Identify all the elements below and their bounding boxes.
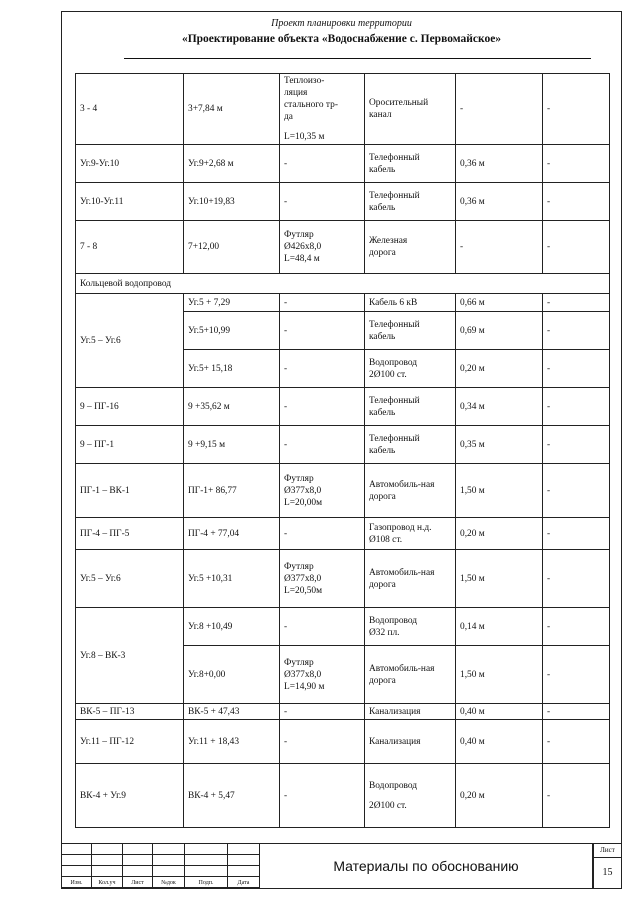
distance-cell: 0,20 м: [456, 350, 543, 388]
note-cell: -: [543, 294, 610, 312]
method-cell: [280, 145, 365, 183]
distance-cell: 0,40 м: [456, 704, 543, 720]
distance-cell: 0,40 м: [456, 720, 543, 764]
obstacle-cell: [365, 550, 456, 608]
section-row: [76, 274, 610, 294]
distance-cell: 1,50 м: [456, 464, 543, 518]
cell-line: кабель: [369, 202, 396, 213]
cell-line: Ø426х8,0: [284, 242, 322, 252]
picket-cell: 9 +35,62 м: [184, 388, 280, 426]
distance-cell: 0,20 м: [456, 518, 543, 550]
distance-cell: 1,50 м: [456, 646, 543, 704]
cell-line: -: [284, 706, 288, 717]
segment-cell: 9 – ПГ-1: [76, 426, 184, 464]
note-cell: -: [543, 704, 610, 720]
header-underline: [124, 58, 591, 59]
revision-row: [62, 844, 260, 855]
revision-cell: [123, 866, 153, 877]
obstacle-cell: [365, 388, 456, 426]
cell-line: -: [284, 297, 288, 308]
cell-line: [284, 123, 360, 131]
revision-label: Изм.: [62, 877, 92, 888]
cell-line: -: [284, 401, 288, 412]
obstacle-cell: [365, 312, 456, 350]
revision-cell: [123, 855, 153, 866]
distance-cell: 0,36 м: [456, 183, 543, 221]
cell-line: Водопровод: [369, 780, 418, 791]
distance-cell: 1,50 м: [456, 550, 543, 608]
distance-cell: -: [456, 74, 543, 145]
sheet-number: 15: [602, 867, 613, 878]
segment-cell: Уг.5 – Уг.6: [76, 294, 184, 388]
method-cell: [280, 518, 365, 550]
cell-line: -: [284, 196, 288, 207]
method-cell: [280, 764, 365, 828]
note-cell: -: [543, 518, 610, 550]
distance-cell: 0,14 м: [456, 608, 543, 646]
revision-cell: [92, 866, 123, 877]
method-cell: [280, 720, 365, 764]
table-row: [76, 704, 610, 720]
table-row: [76, 608, 610, 646]
revision-cell: [62, 855, 92, 866]
cell-line: Ø377х8,0: [284, 485, 322, 496]
cell-line: Железная: [369, 236, 408, 246]
note-cell: -: [543, 183, 610, 221]
note-cell: -: [543, 550, 610, 608]
segment-cell: 9 – ПГ-16: [76, 388, 184, 426]
title-block: [61, 843, 622, 889]
cell-line: Ø377х8,0: [284, 669, 322, 680]
revision-grid: [61, 843, 260, 888]
cell-line: L=14,90 м: [284, 681, 325, 692]
cell-line: -: [284, 325, 288, 336]
segment-cell: ВК-4 + Уг.9: [76, 764, 184, 828]
segment-cell: Уг.8 – ВК-3: [76, 608, 184, 704]
cell-line: -: [284, 736, 288, 747]
segment-cell: 7 - 8: [76, 221, 184, 274]
distance-cell: 0,69 м: [456, 312, 543, 350]
cell-line: Телефонный: [369, 395, 420, 406]
obstacle-cell: [365, 74, 456, 145]
revision-cell: [92, 855, 123, 866]
picket-cell: Уг.5+ 15,18: [184, 350, 280, 388]
revision-row: [62, 866, 260, 877]
cell-line: канал: [369, 110, 392, 120]
cell-line: Водопровод: [369, 615, 418, 626]
revision-cell: [153, 855, 185, 866]
picket-cell: Уг.5 +10,31: [184, 550, 280, 608]
revision-cell: [185, 855, 228, 866]
cell-line: L=20,50м: [284, 585, 323, 596]
method-cell: [280, 183, 365, 221]
header-object: «Проектирование объекта «Водоснабжение с. Первомайское»: [181, 33, 502, 45]
note-cell: -: [543, 145, 610, 183]
table-row: [76, 464, 610, 518]
revision-label: Подп.: [185, 877, 228, 888]
distance-cell: 0,34 м: [456, 388, 543, 426]
cell-line: дорога: [369, 579, 396, 590]
cell-line: L=10,35 м: [284, 132, 325, 142]
revision-labels-row: [62, 877, 260, 888]
cell-line: Телефонный: [369, 433, 420, 444]
distance-cell: 0,66 м: [456, 294, 543, 312]
revision-label: Кол.уч: [92, 877, 123, 888]
table-row: [76, 74, 610, 145]
note-cell: -: [543, 608, 610, 646]
revision-cell: [228, 866, 260, 877]
header-project: Проект планировки территории: [271, 18, 412, 29]
cell-line: Ø32 пл.: [369, 627, 400, 638]
crossings-table: [75, 73, 610, 828]
cell-line: Кабель 6 кВ: [369, 297, 418, 308]
obstacle-cell: [365, 720, 456, 764]
distance-cell: 0,35 м: [456, 426, 543, 464]
method-cell: [280, 388, 365, 426]
picket-cell: Уг.8 +10,49: [184, 608, 280, 646]
note-cell: -: [543, 426, 610, 464]
obstacle-cell: [365, 704, 456, 720]
revision-label: Лист: [123, 877, 153, 888]
picket-cell: 9 +9,15 м: [184, 426, 280, 464]
sheet-label: Лист: [594, 844, 621, 858]
obstacle-cell: [365, 145, 456, 183]
obstacle-cell: [365, 646, 456, 704]
segment-cell: ПГ-4 – ПГ-5: [76, 518, 184, 550]
table-row: [76, 145, 610, 183]
segment-cell: Уг.5 – Уг.6: [76, 550, 184, 608]
picket-cell: Уг.11 + 18,43: [184, 720, 280, 764]
cell-line: -: [284, 439, 288, 450]
note-cell: -: [543, 764, 610, 828]
note-cell: -: [543, 646, 610, 704]
cell-line: Телефонный: [369, 190, 420, 201]
cell-line: Автомобиль-ная: [369, 663, 435, 674]
revision-cell: [153, 844, 185, 855]
obstacle-cell: [365, 464, 456, 518]
sheet-box: [593, 843, 622, 889]
method-cell: [280, 294, 365, 312]
cell-line: Газопровод н.д.: [369, 522, 432, 533]
method-cell: [280, 608, 365, 646]
cell-line: Ø377х8,0: [284, 573, 322, 584]
cell-line: дорога: [369, 675, 396, 686]
revision-label: №док: [153, 877, 185, 888]
cell-line: -: [284, 621, 288, 632]
note-cell: -: [543, 350, 610, 388]
cell-line: дорога: [369, 491, 396, 502]
segment-cell: Уг.10-Уг.11: [76, 183, 184, 221]
cell-line: -: [284, 528, 288, 539]
picket-cell: ПГ-1+ 86,77: [184, 464, 280, 518]
segment-cell: 3 - 4: [76, 74, 184, 145]
revision-cell: [92, 844, 123, 855]
cell-line: Канализация: [369, 736, 421, 747]
obstacle-cell: [365, 426, 456, 464]
obstacle-cell: [365, 221, 456, 274]
cell-line: Футляр: [284, 657, 314, 668]
method-cell: [280, 221, 365, 274]
revision-cell: [123, 844, 153, 855]
cell-line: стального тр-: [284, 100, 338, 110]
cell-line: кабель: [369, 164, 396, 175]
cell-line: L=48,4 м: [284, 254, 320, 264]
cell-line: дорога: [369, 248, 396, 258]
section-title: Кольцевой водопровод: [76, 274, 610, 294]
cell-line: Водопровод: [369, 357, 418, 368]
table-row: [76, 388, 610, 426]
picket-cell: Уг.5+10,99: [184, 312, 280, 350]
document-title: Материалы по обоснованию: [259, 843, 593, 889]
cell-line: -: [284, 363, 288, 374]
cell-line: кабель: [369, 445, 396, 456]
revision-cell: [185, 866, 228, 877]
note-cell: -: [543, 388, 610, 426]
cell-line: [369, 792, 451, 800]
cell-line: L=20,00м: [284, 497, 323, 508]
method-cell: [280, 704, 365, 720]
revision-cell: [185, 844, 228, 855]
segment-cell: ПГ-1 – ВК-1: [76, 464, 184, 518]
obstacle-cell: [365, 608, 456, 646]
cell-line: Автомобиль-ная: [369, 567, 435, 578]
table-row: [76, 764, 610, 828]
note-cell: -: [543, 464, 610, 518]
note-cell: -: [543, 221, 610, 274]
method-cell: [280, 426, 365, 464]
cell-line: Оросительный: [369, 98, 429, 108]
revision-cell: [228, 844, 260, 855]
picket-cell: ПГ-4 + 77,04: [184, 518, 280, 550]
revision-row: [62, 855, 260, 866]
obstacle-cell: [365, 294, 456, 312]
picket-cell: 7+12,00: [184, 221, 280, 274]
cell-line: -: [284, 790, 288, 801]
cell-line: кабель: [369, 331, 396, 342]
revision-cell: [62, 844, 92, 855]
cell-line: ляция: [284, 88, 308, 98]
method-cell: [280, 550, 365, 608]
method-cell: [280, 74, 365, 145]
table-row: [76, 426, 610, 464]
table-row: [76, 221, 610, 274]
picket-cell: Уг.10+19,83: [184, 183, 280, 221]
segment-cell: Уг.9-Уг.10: [76, 145, 184, 183]
obstacle-cell: [365, 350, 456, 388]
picket-cell: Уг.8+0,00: [184, 646, 280, 704]
obstacle-cell: [365, 518, 456, 550]
segment-cell: Уг.11 – ПГ-12: [76, 720, 184, 764]
distance-cell: -: [456, 221, 543, 274]
table-row: [76, 294, 610, 312]
cell-line: Телефонный: [369, 152, 420, 163]
revision-cell: [153, 866, 185, 877]
method-cell: [280, 350, 365, 388]
table-row: [76, 518, 610, 550]
cell-line: Канализация: [369, 706, 421, 717]
method-cell: [280, 646, 365, 704]
note-cell: -: [543, 74, 610, 145]
distance-cell: 0,36 м: [456, 145, 543, 183]
table-row: [76, 183, 610, 221]
cell-line: Футляр: [284, 230, 314, 240]
table-row: [76, 720, 610, 764]
cell-line: -: [284, 158, 288, 169]
cell-line: кабель: [369, 407, 396, 418]
segment-cell: ВК-5 – ПГ-13: [76, 704, 184, 720]
cell-line: да: [284, 112, 293, 122]
method-cell: [280, 464, 365, 518]
cell-line: Футляр: [284, 561, 314, 572]
distance-cell: 0,20 м: [456, 764, 543, 828]
cell-line: Теплоизо-: [284, 76, 325, 86]
cell-line: 2Ø100 ст.: [369, 800, 407, 811]
cell-line: Ø108 ст.: [369, 534, 403, 545]
cell-line: Футляр: [284, 473, 314, 484]
picket-cell: ВК-5 + 47,43: [184, 704, 280, 720]
note-cell: -: [543, 720, 610, 764]
picket-cell: Уг.9+2,68 м: [184, 145, 280, 183]
obstacle-cell: [365, 764, 456, 828]
picket-cell: Уг.5 + 7,29: [184, 294, 280, 312]
cell-line: 2Ø100 ст.: [369, 369, 407, 380]
cell-line: Автомобиль-ная: [369, 479, 435, 490]
method-cell: [280, 312, 365, 350]
picket-cell: ВК-4 + 5,47: [184, 764, 280, 828]
revision-cell: [62, 866, 92, 877]
table-row: [76, 550, 610, 608]
note-cell: -: [543, 312, 610, 350]
revision-cell: [228, 855, 260, 866]
obstacle-cell: [365, 183, 456, 221]
cell-line: Телефонный: [369, 319, 420, 330]
revision-label: Дата: [228, 877, 260, 888]
picket-cell: 3+7,84 м: [184, 74, 280, 145]
